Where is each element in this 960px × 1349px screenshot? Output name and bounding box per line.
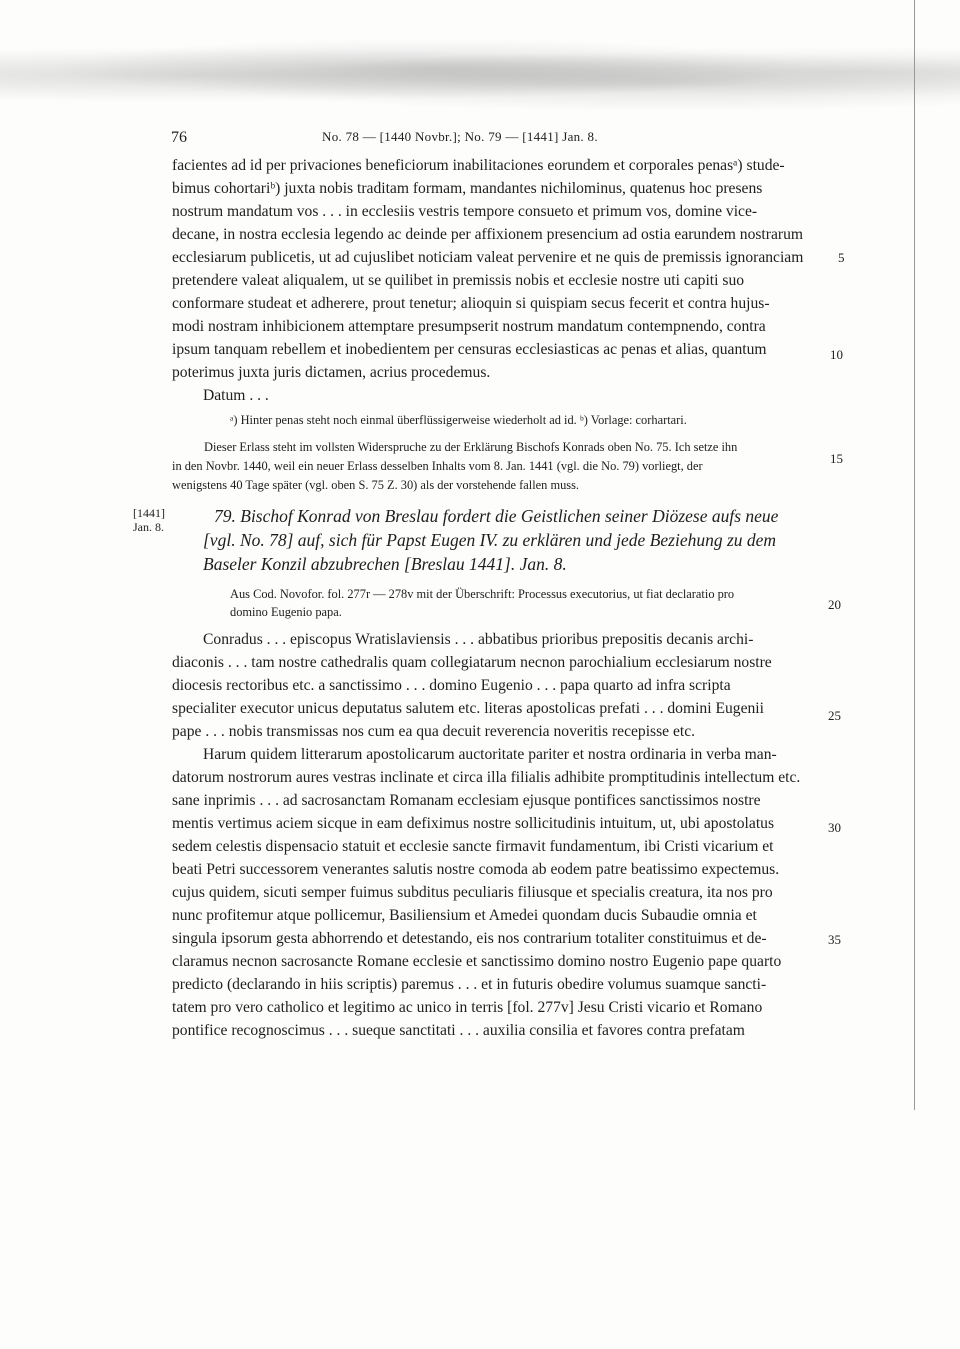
datum-line: Datum . . . [203,387,269,404]
text-line: conformare studeat et adherere, prout tenetur; alioquin si quispiam secus fecerit et contra hujus- [172,295,770,312]
running-title: No. 78 — [1440 Novbr.]; No. 79 — [1441] Jan. 8. [322,129,598,144]
editor-note-line: Dieser Erlass steht im vollsten Widerspruche zu der Erklärung Bischofs Konrads oben No. 75. Ich setze ihn [204,440,738,454]
text-line: datorum nostrorum aures vestras inclinate et circa illa filialis adhibite promptitudinis intellectum etc. [172,769,801,786]
text-line: sane inprimis . . . ad sacrosanctam Romanam ecclesiam ejusque pontifices sanctissimos nostre [172,792,761,809]
text-line: tatem pro vero catholico et legitimo ac unico in terris [fol. 277v] Jesu Cristi vicario et Romano [172,999,763,1016]
source-note-line: domino Eugenio papa. [230,605,342,619]
text-line: beati Petri successorem venerantes salutis nostre comoda ab eodem patre beatissimo expectemus. [172,861,780,878]
document-title-line: [vgl. No. 78] auf, sich für Papst Eugen IV. zu erklären und jede Beziehung zu dem [203,530,777,550]
source-note-line: Aus Cod. Novofor. fol. 277r — 278v mit der Überschrift: Processus executorius, ut fiat declaratio pro [230,587,735,601]
document-title-line: 79. Bischof Konrad von Breslau fordert die Geistlichen seiner Diözese aufs neue [214,506,779,526]
text-line: nostrum mandatum vos . . . in ecclesiis vestris tempore consueto et primum vos, domine vice- [172,203,758,220]
text-line: specialiter executor unicus deputatus salutem etc. literas apostolicas prefati . . . domini Eugenii [172,700,764,717]
text-line: modi nostram inhibicionem attemptare presumpserit nostrum mandatum contempnendo, contra [172,318,766,335]
text-line: bimus cohortariᵇ) juxta nobis traditam formam, mandantes nichilominus, quatenus hoc presens [172,180,763,197]
editor-note-line: in den Novbr. 1440, weil ein neuer Erlass desselben Inhalts vom 8. Jan. 1441 (vgl. die No. 79) vorliegt, der [172,459,703,473]
text-line: decane, in nostra ecclesia legendo ac deinde per affixionem presencium ad ostia earundem nostrarum [172,226,803,243]
editor-note-line: wenigstens 40 Tage später (vgl. oben S. 75 Z. 30) als der vorstehende fallen muss. [172,478,580,492]
line-number: 20 [828,597,841,612]
text-line: pontifice recognoscimus . . . sueque sanctitati . . . auxilia consilia et favores contra prefatam [172,1022,745,1039]
text-line: diaconis . . . tam nostre cathedralis quam collegiatarum necnon parochialium ecclesiarum nostre [172,654,772,671]
scan-edge-line [914,0,915,1110]
text-line: Harum quidem litterarum apostolicarum auctoritate pariter et nostra ordinaria in verba man- [203,746,777,763]
line-number: 30 [828,820,841,835]
line-number: 5 [838,250,845,265]
text-line: ecclesiarum publicetis, ut ad cujuslibet noticiam valeat pervenire et ne quis de premissis ignoranciam [172,249,804,266]
margin-date [133,506,165,534]
text-line: predicto (declarando in hiis scriptis) paremus . . . et in futuris obedire volumus suamque sancti- [172,976,767,993]
text-line: facientes ad id per privaciones beneficiorum inabilitaciones eorundem et corporales penasᵃ) stude- [172,157,785,174]
line-number: 10 [830,347,843,362]
footnote: ᵃ) Hinter penas steht noch einmal überflüssigerweise wiederholt ad id. ᵇ) Vorlage: corhartari. [230,413,687,427]
text-line: cujus quidem, sicuti semper fuimus subditus peculiaris filiusque et specialis creatura, ita nos pro [172,884,773,901]
document-title-line: Baseler Konzil abzubrechen [Breslau 1441]. Jan. 8. [203,554,567,574]
text-line: sedem celestis dispensacio statuit et ecclesie sancte firmavit fundamentum, ibi Cristi vicarium et [172,838,774,855]
margin-day: Jan. 8. [133,520,164,534]
text-line: singula ipsorum gesta abhorrendo et detestando, eis nos contrarium totaliter constituimus et de- [172,930,767,947]
line-number: 15 [830,451,843,466]
text-line: mentis vertimus aciem sicque in eam defiximus nostre sollicitudinis intuitum, ut, ubi apostolatus [172,815,775,832]
margin-year: [1441] [133,506,165,520]
scan-noise-band [0,40,960,110]
page-number: 76 [171,129,187,146]
text-line: Conradus . . . episcopus Wratislaviensis . . . abbatibus prioribus prepositis decanis archi- [203,631,754,648]
text-line: ipsum tanquam rebellem et inobedientem per censuras ecclesiasticas ac penas et alias, quantum [172,341,767,358]
text-line: pretendere valeat aliqualem, ut se quilibet in premissis nobis et ecclesie nostre uti capiti suo [172,272,745,289]
text-line: claramus necnon sacrosancte Romane ecclesie et sanctissimo domino nostro Eugenio pape quarto [172,953,782,970]
text-line: pape . . . nobis transmissas nos cum ea qua decuit reverencia noveritis recepisse etc. [172,723,696,740]
text-line: diocesis rectoribus etc. a sanctissimo . . . domino Eugenio . . . papa quarto ad infra scripta [172,677,731,694]
text-line: poterimus juxta juris dictamen, acrius procedemus. [172,364,491,381]
line-number: 25 [828,708,841,723]
text-line: nunc profitemur atque pollicemur, Basiliensium et Amedei quondam ducis Subaudie omnia et [172,907,757,924]
line-number: 35 [828,932,841,947]
